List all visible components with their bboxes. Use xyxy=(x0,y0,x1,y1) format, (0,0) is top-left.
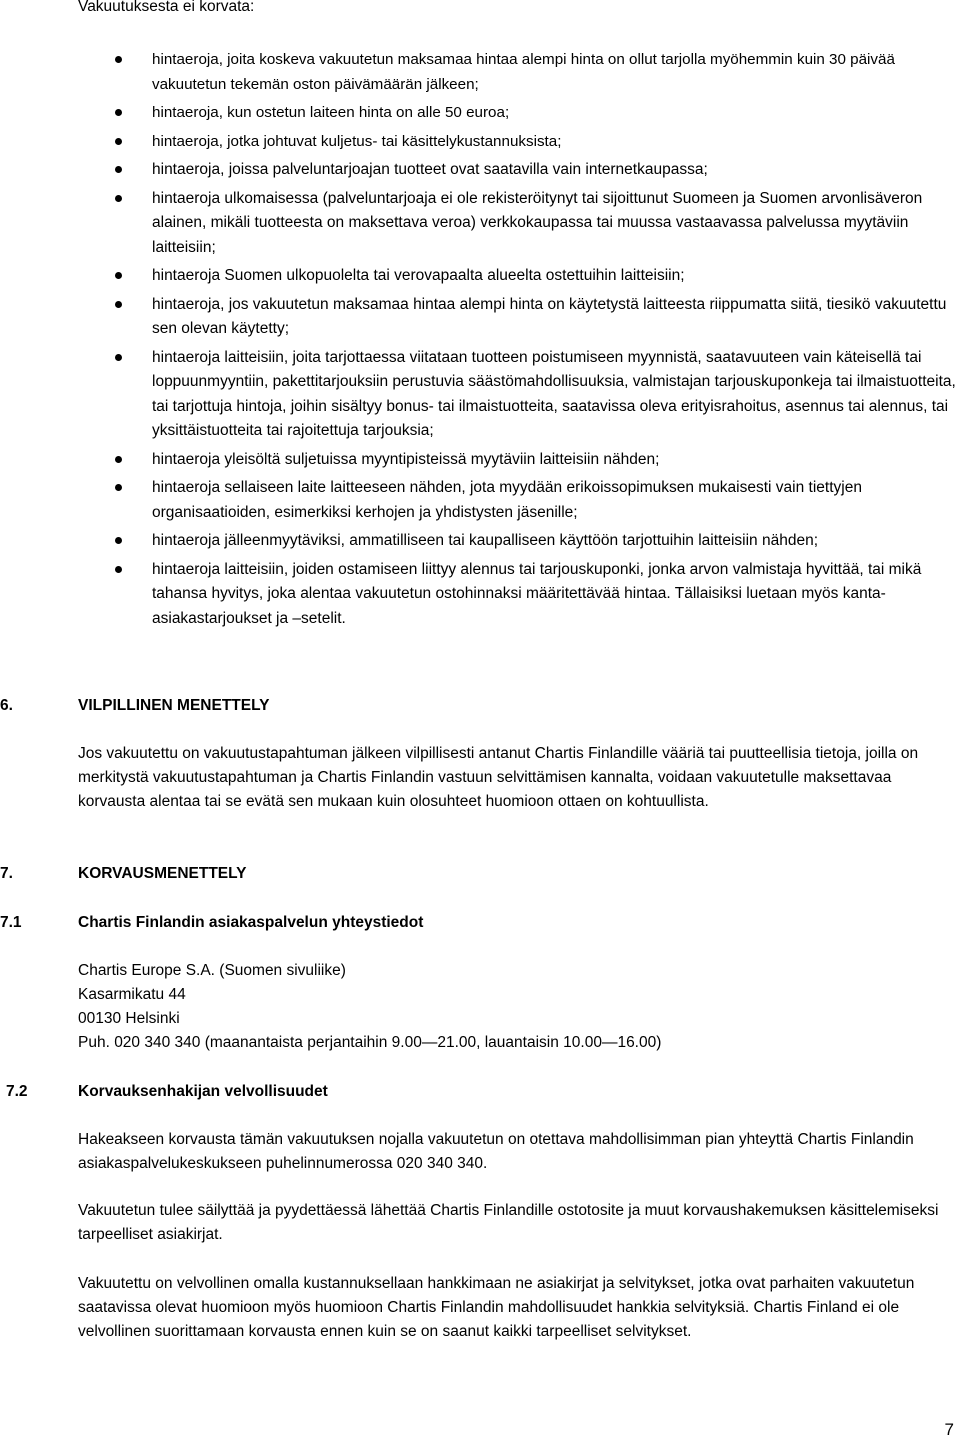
section-title: VILPILLINEN MENETTELY xyxy=(78,697,270,714)
exclusions-list xyxy=(152,48,960,635)
address-line: Chartis Europe S.A. (Suomen sivuliike) xyxy=(78,962,346,979)
address-line: 00130 Helsinki xyxy=(78,1010,180,1027)
list-item: hintaeroja yleisöltä suljetuissa myyntipisteissä myytäviin laitteisiin nähden; xyxy=(152,448,960,473)
contact-address xyxy=(78,959,661,1055)
address-line: Kasarmikatu 44 xyxy=(78,986,186,1003)
list-item: hintaeroja ulkomaisessa (palveluntarjoaja ei ole rekisteröitynyt tai sijoittunut Suomeen ja Suomen arvonlisäveron alainen, mikäli tuotteesta on maksettava veroa) verkkokaupassa tai muussa vastaavassa palvelussa myytäviin laitteisiin; xyxy=(152,187,960,261)
list-item: hintaeroja laitteisiin, joiden ostamiseen liittyy alennus tai tarjouskuponki, jonka arvon valmistaja hyvittää, tai mikä tahansa hyvitys, joka alentaa vakuutetun ostohinnaksi määritettävää hintaa. Tällaisiksi luetaan myös kanta-asiakastarjoukset ja –setelit. xyxy=(152,558,960,632)
section-6-paragraph: Jos vakuutettu on vakuutustapahtuman jälkeen vilpillisesti antanut Chartis Finlandille vääriä tai puutteellisia tietoja, joilla on merkitystä vakuutustapahtuman ja Chartis Finlandin vastuun selvittämisen kannalta, voidaan vakuutetulle maksettavaa korvausta alentaa tai se evätä sen mukaan kuin olosuhteet huomioon ottaen on kohtuullista. xyxy=(78,745,919,810)
exclusions-intro: Vakuutuksesta ei korvata: xyxy=(78,0,255,15)
list-item: hintaeroja jälleenmyytäviksi, ammatilliseen tai kaupalliseen käyttöön tarjottuihin laitteisiin nähden; xyxy=(152,529,960,554)
section-7-2-paragraph: Vakuutetun tulee säilyttää ja pyydettäessä lähettää Chartis Finlandille ostotosite ja muut korvaushakemuksen käsittelemiseksi tarpeelliset asiakirjat. xyxy=(78,1202,939,1243)
section-number: 7.1 xyxy=(0,914,22,931)
list-item: hintaeroja, joissa palveluntarjoajan tuotteet ovat saatavilla vain internetkaupassa; xyxy=(152,158,960,183)
list-item: hintaeroja Suomen ulkopuolelta tai verovapaalta alueelta ostettuihin laitteisiin; xyxy=(152,264,960,289)
list-item: hintaeroja laitteisiin, joita tarjottaessa viitataan tuotteen poistumiseen myynnistä, saatavuuteen vain käteisellä tai loppuunmyyntiin, pakettitarjouksiin perustuvia säästömahdollisuuksia, valmistajan tarjouskuponkeja tai ilmaistuotteita, tai tarjottuja hintoja, joihin sisältyy bonus- tai ilmaistuotteita, saatavissa oleva erityisrahoitus, asennus tai alennus, tai yksittäistuotteita tai rajoitettuja tarjouksia; xyxy=(152,346,960,444)
section-title: Korvauksenhakijan velvollisuudet xyxy=(78,1083,328,1100)
list-item: hintaeroja, jos vakuutetun maksamaa hintaa alempi hinta on käytetystä laitteesta riippumatta siitä, tiesikö vakuutettu sen olevan käytetty; xyxy=(152,293,960,342)
section-title: KORVAUSMENETTELY xyxy=(78,865,247,882)
address-line: Puh. 020 340 340 (maanantaista perjantaihin 9.00—21.00, lauantaisin 10.00—16.00) xyxy=(78,1034,662,1051)
page-number: 7 xyxy=(944,1420,954,1439)
section-title: Chartis Finlandin asiakaspalvelun yhteystiedot xyxy=(78,914,424,931)
list-item: hintaeroja sellaiseen laite laitteeseen nähden, jota myydään erikoissopimuksen mukaisesti vain tiettyjen organisaatioiden, esimerkiksi kerhojen ja yhdistysten jäsenille; xyxy=(152,476,960,525)
section-7-2-paragraph: Hakeakseen korvausta tämän vakuutuksen nojalla vakuutetun on otettava mahdollisimman pian yhteyttä Chartis Finlandin asiakaspalvelukeskukseen puhelinnumerossa 020 340 340. xyxy=(78,1131,914,1172)
list-item: hintaeroja, kun ostetun laiteen hinta on alle 50 euroa; xyxy=(152,101,960,126)
section-7-2-paragraph: Vakuutettu on velvollinen omalla kustannuksellaan hankkimaan ne asiakirjat ja selvitykset, jotka ovat parhaiten vakuutetun saatavissa olevat huomioon myös huomioon Chartis Finlandin mahdollisuudet hankkia selvityksiä. Chartis Finland ei ole velvollinen suorittamaan korvausta ennen kuin se on saanut kaikki tarpeelliset selvitykset. xyxy=(78,1275,915,1340)
section-number: 7.2 xyxy=(6,1083,28,1100)
section-number: 6. xyxy=(0,697,13,714)
list-item: hintaeroja, joita koskeva vakuutetun maksamaa hintaa alempi hinta on ollut tarjolla myöhemmin kuin 30 päivää vakuutetun tekemän oston päivämäärän jälkeen; xyxy=(152,48,960,97)
list-item: hintaeroja, jotka johtuvat kuljetus- tai käsittelykustannuksista; xyxy=(152,130,960,155)
section-number: 7. xyxy=(0,865,13,882)
